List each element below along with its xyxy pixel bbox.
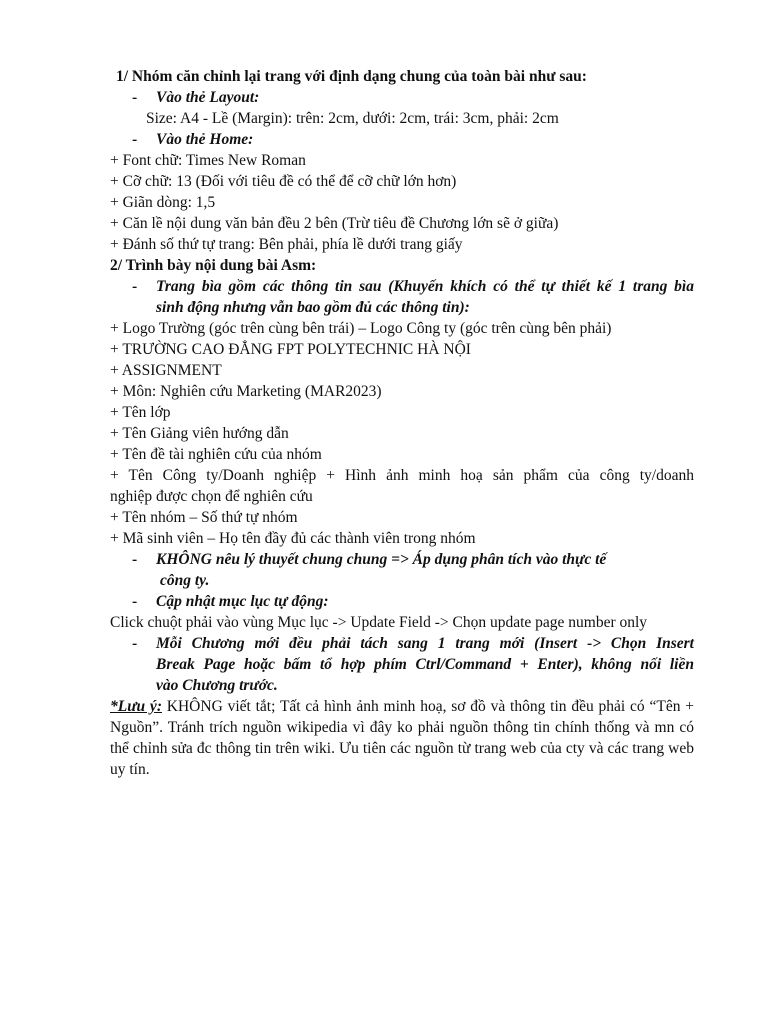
list-item: + Cỡ chữ: 13 (Đối với tiêu đề có thể để cỡ chữ lớn hơn) [110,173,457,190]
list-item: + TRƯỜNG CAO ĐẲNG FPT POLYTECHNIC HÀ NỘI [110,341,471,358]
bullet-text: Vào thẻ Home: [156,131,254,148]
list-item: + ASSIGNMENT [110,362,222,379]
bullet-dash: - [132,89,138,106]
section-1-heading: 1/ Nhóm căn chỉnh lại trang với định dạng chung của toàn bài như sau: [116,68,587,85]
document-body [110,66,694,780]
bullet-dash: - [132,131,138,148]
bullet-dash: - [132,551,138,568]
bullet-dash: - [132,593,138,610]
list-item: + Tên nhóm – Số thứ tự nhóm [110,509,298,526]
list-item: + Logo Trường (góc trên cùng bên trái) – Logo Công ty (góc trên cùng bên phải) [110,320,612,337]
list-item: + Mã sinh viên – Họ tên đầy đủ các thành viên trong nhóm [110,530,476,547]
bullet-text: KHÔNG nêu lý thuyết chung chung => Áp dụng phân tích vào thực tế [156,551,607,568]
bullet-cover-page [110,276,694,318]
bullet-text-block [156,549,694,591]
bullet-text-block [156,276,694,318]
bullet-text: Break Page hoặc bấm tổ hợp phím Ctrl/Command + Enter), không nối liền [156,656,694,673]
list-item: + Giãn dòng: 1,5 [110,194,216,211]
bullet-layout-tab [110,87,694,108]
size-margin-line: Size: A4 - Lề (Margin): trên: 2cm, dưới: 2cm, trái: 3cm, phải: 2cm [146,110,559,127]
bullet-text: Cập nhật mục lục tự động: [156,593,329,610]
section-2-heading: 2/ Trình bày nội dung bài Asm: [110,257,317,274]
list-item: + Tên Giảng viên hướng dẫn [110,425,289,442]
note-text: KHÔNG viết tắt; Tất cả hình ảnh minh hoạ, sơ đồ và thông tin đều phải có “Tên + Nguồn”. Tránh trích nguồn wikipedia vì đây ko phải nguồn thông tin chính thống và mn có thể chỉnh sửa đc thông tin trên wiki. Ưu tiên các nguồn từ trang web của cty và các trang web uy tín. [110,698,694,778]
list-item: + Môn: Nghiên cứu Marketing (MAR2023) [110,383,382,400]
toc-instruction: Click chuột phải vào vùng Mục lục -> Update Field -> Chọn update page number only [110,614,648,631]
bullet-dash: - [132,635,138,652]
bullet-text: sinh động nhưng vẫn bao gồm đủ các thông tin): [156,299,470,316]
bullet-text: Mỗi Chương mới đều phải tách sang 1 trang mới (Insert -> Chọn Insert [156,635,694,652]
bullet-text: Trang bìa gồm các thông tin sau (Khuyến khích có thể tự thiết kế 1 trang bìa [156,278,694,295]
list-item: + Tên đề tài nghiên cứu của nhóm [110,446,322,463]
list-item: + Đánh số thứ tự trang: Bên phải, phía lề dưới trang giấy [110,236,463,253]
bullet-text: công ty. [160,572,210,589]
note-label: *Lưu ý: [110,698,162,715]
list-item: + Căn lề nội dung văn bản đều 2 bên (Trừ tiêu đề Chương lớn sẽ ở giữa) [110,215,559,232]
bullet-home-tab [110,129,694,150]
bullet-new-chapter-page [110,633,694,696]
list-item: + Font chữ: Times New Roman [110,152,306,169]
bullet-no-general-theory [110,549,694,591]
bullet-dash: - [132,278,138,295]
bullet-text-block [156,633,694,696]
bullet-text: Vào thẻ Layout: [156,89,260,106]
note-paragraph [110,696,694,780]
bullet-text: vào Chương trước. [156,677,278,694]
list-item: + Tên Công ty/Doanh nghiệp + Hình ảnh minh hoạ sản phẩm của công ty/doanh [110,467,694,484]
bullet-update-toc [110,591,694,612]
list-item: + Tên lớp [110,404,171,421]
list-item-continuation: nghiệp được chọn để nghiên cứu [110,488,313,505]
